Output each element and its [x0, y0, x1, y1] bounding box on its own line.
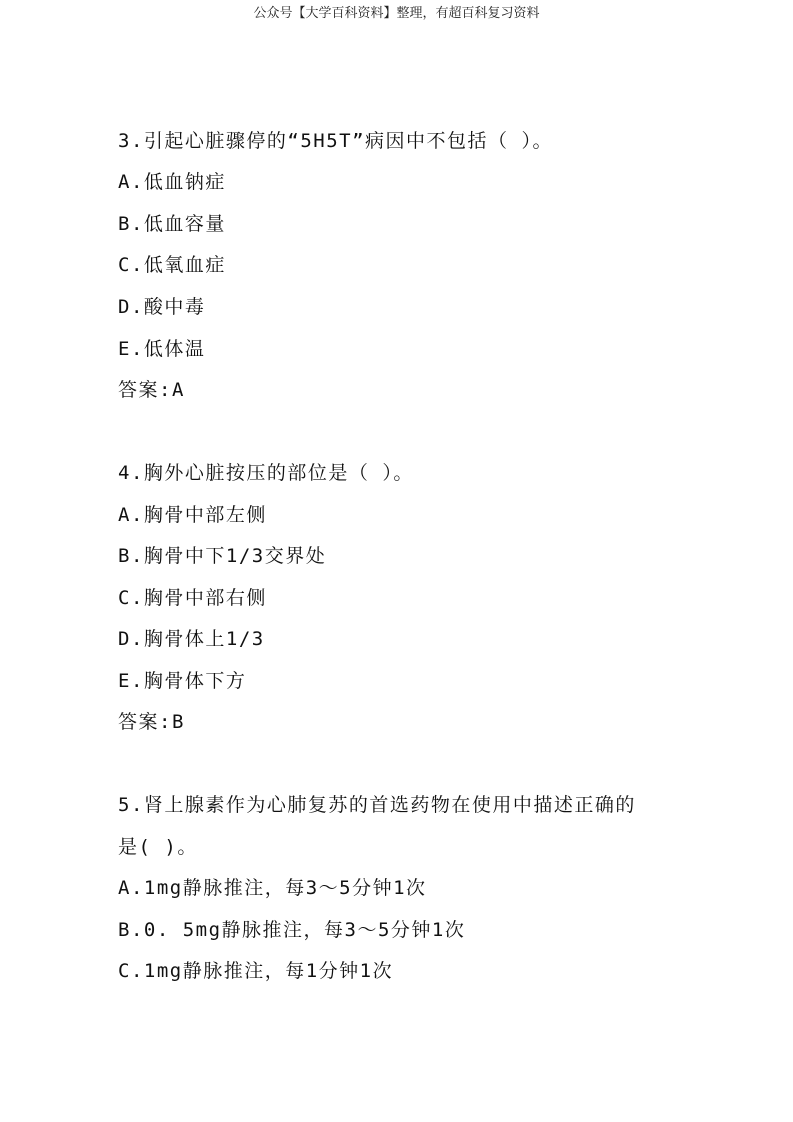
question-4-option-c: C.胸骨中部右侧: [118, 587, 267, 609]
question-4-stem: 4.胸外心脏按压的部位是（ ）。: [118, 462, 414, 484]
question-3-option-a: A.低血钠症: [118, 171, 226, 193]
question-4-option-d: D.胸骨体上1/3: [118, 628, 265, 650]
question-5-stem-line-1: 5.肾上腺素作为心肺复苏的首选药物在使用中描述正确的: [118, 794, 636, 816]
question-3-option-b: B.低血容量: [118, 213, 226, 235]
question-4-answer: 答案:B: [118, 711, 185, 733]
question-3-answer: 答案:A: [118, 379, 185, 401]
page-header: 公众号【大学百科资料】整理，有超百科复习资料: [253, 6, 540, 21]
question-4-option-a: A.胸骨中部左侧: [118, 504, 267, 526]
question-4-option-b: B.胸骨中下1/3交界处: [118, 545, 327, 567]
question-5-option-a: A.1mg静脉推注，每3～5分钟1次: [118, 877, 427, 899]
question-5-option-c: C.1mg静脉推注，每1分钟1次: [118, 960, 394, 982]
question-5-stem-line-2: 是( )。: [118, 836, 198, 858]
question-3-option-e: E.低体温: [118, 338, 206, 360]
question-4-option-e: E.胸骨体下方: [118, 670, 247, 692]
question-3-option-c: C.低氧血症: [118, 254, 226, 276]
question-5-option-b: B.0. 5mg静脉推注，每3～5分钟1次: [118, 919, 466, 941]
question-3-option-d: D.酸中毒: [118, 296, 206, 318]
question-3-stem: 3.引起心脏骤停的“5H5T”病因中不包括（ ）。: [118, 130, 553, 152]
